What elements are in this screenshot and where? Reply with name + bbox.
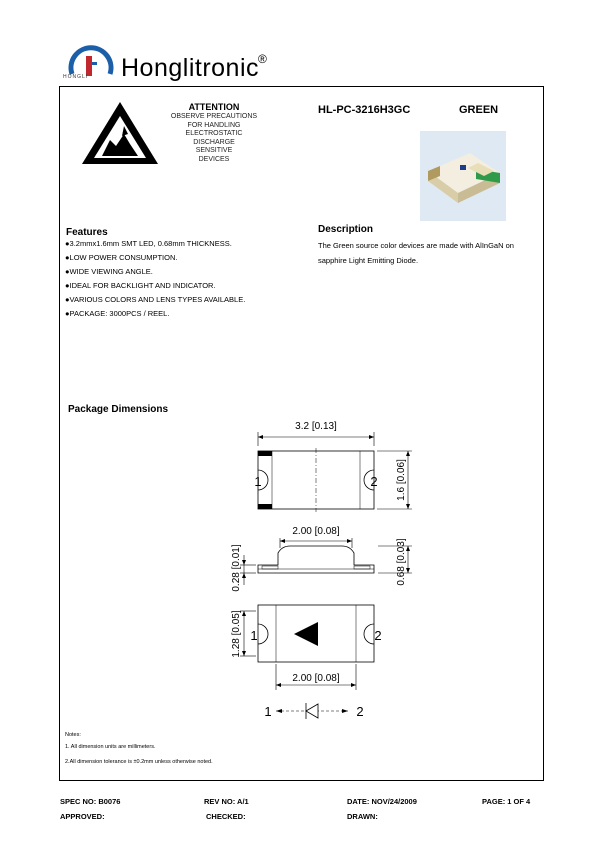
page-number: PAGE: 1 OF 4 bbox=[482, 797, 531, 806]
part-number: HL-PC-3216H3GC bbox=[318, 104, 411, 116]
attention-line: OBSERVE PRECAUTIONS bbox=[170, 113, 258, 120]
rev-no: REV NO: A/1 bbox=[204, 797, 249, 806]
attention-line: DEVICES bbox=[198, 155, 230, 163]
note-item: 2.All dimension tolerance is ±0.2mm unless otherwise noted. bbox=[65, 759, 213, 765]
dim-bottom-height: 1.28 [0.05] bbox=[231, 610, 242, 658]
dim-pad-thickness: 0.28 [0.01] bbox=[231, 544, 242, 592]
features-title: Features bbox=[66, 227, 108, 238]
logo-subtext: HONGLI bbox=[63, 74, 89, 80]
package-dimension-drawing bbox=[230, 415, 420, 725]
package-dimensions-title: Package Dimensions bbox=[68, 404, 169, 415]
feature-item: ●VARIOUS COLORS AND LENS TYPES AVAILABLE. bbox=[65, 295, 246, 304]
dim-height: 0.68 [0.03] bbox=[396, 538, 407, 586]
feature-item: ●PACKAGE: 3000PCS / REEL. bbox=[65, 309, 170, 318]
attention-title: ATTENTION bbox=[188, 102, 240, 112]
dim-width: 1.6 [0.06] bbox=[396, 459, 407, 501]
diode-pin-1: 1 bbox=[264, 704, 272, 719]
date: DATE: NOV/24/2009 bbox=[347, 797, 417, 806]
brand-name: Honglitronic bbox=[121, 54, 260, 82]
bottom-view bbox=[231, 605, 382, 690]
feature-item: ●3.2mmx1.6mm SMT LED, 0.68mm THICKNESS. bbox=[65, 239, 232, 248]
attention-line: SENSITIVE bbox=[195, 147, 233, 154]
pin-1-label: 1 bbox=[254, 474, 262, 489]
feature-item: ●IDEAL FOR BACKLIGHT AND INDICATOR. bbox=[65, 281, 216, 290]
attention-line: ELECTROSTATIC bbox=[185, 130, 243, 137]
dim-pad-top: 2.00 [0.08] bbox=[292, 526, 340, 537]
spec-no: SPEC NO: B0076 bbox=[60, 797, 121, 806]
drawn-label: DRAWN: bbox=[347, 812, 378, 821]
pin-1-bottom-label: 1 bbox=[250, 628, 258, 643]
dim-pad-bottom: 2.00 [0.08] bbox=[292, 673, 340, 684]
description-line: The Green source color devices are made with AlInGaN on bbox=[318, 241, 514, 250]
color-name: GREEN bbox=[459, 104, 499, 116]
dim-length: 3.2 [0.13] bbox=[295, 421, 337, 432]
description-title: Description bbox=[318, 224, 374, 235]
note-item: 1. All dimension units are millimeters. bbox=[65, 744, 156, 750]
top-view bbox=[254, 421, 412, 512]
feature-item: ●LOW POWER CONSUMPTION. bbox=[65, 253, 178, 262]
checked-label: CHECKED: bbox=[206, 812, 246, 821]
led-product-image bbox=[420, 131, 506, 221]
attention-line: FOR HANDLING bbox=[187, 121, 241, 129]
notes-title: Notes: bbox=[65, 732, 81, 738]
pin-2-bottom-label: 2 bbox=[374, 628, 382, 643]
feature-item: ●WIDE VIEWING ANGLE. bbox=[65, 267, 153, 276]
description-line: sapphire Light Emitting Diode. bbox=[318, 256, 419, 265]
approved-label: APPROVED: bbox=[60, 812, 105, 821]
diode-symbol bbox=[264, 703, 363, 719]
diode-pin-2: 2 bbox=[356, 704, 364, 719]
esd-warning-icon bbox=[80, 100, 160, 166]
attention-line: DISCHARGE bbox=[193, 138, 235, 146]
pin-2-label: 2 bbox=[370, 474, 378, 489]
registered-mark: ® bbox=[258, 52, 267, 66]
side-view bbox=[231, 526, 412, 592]
